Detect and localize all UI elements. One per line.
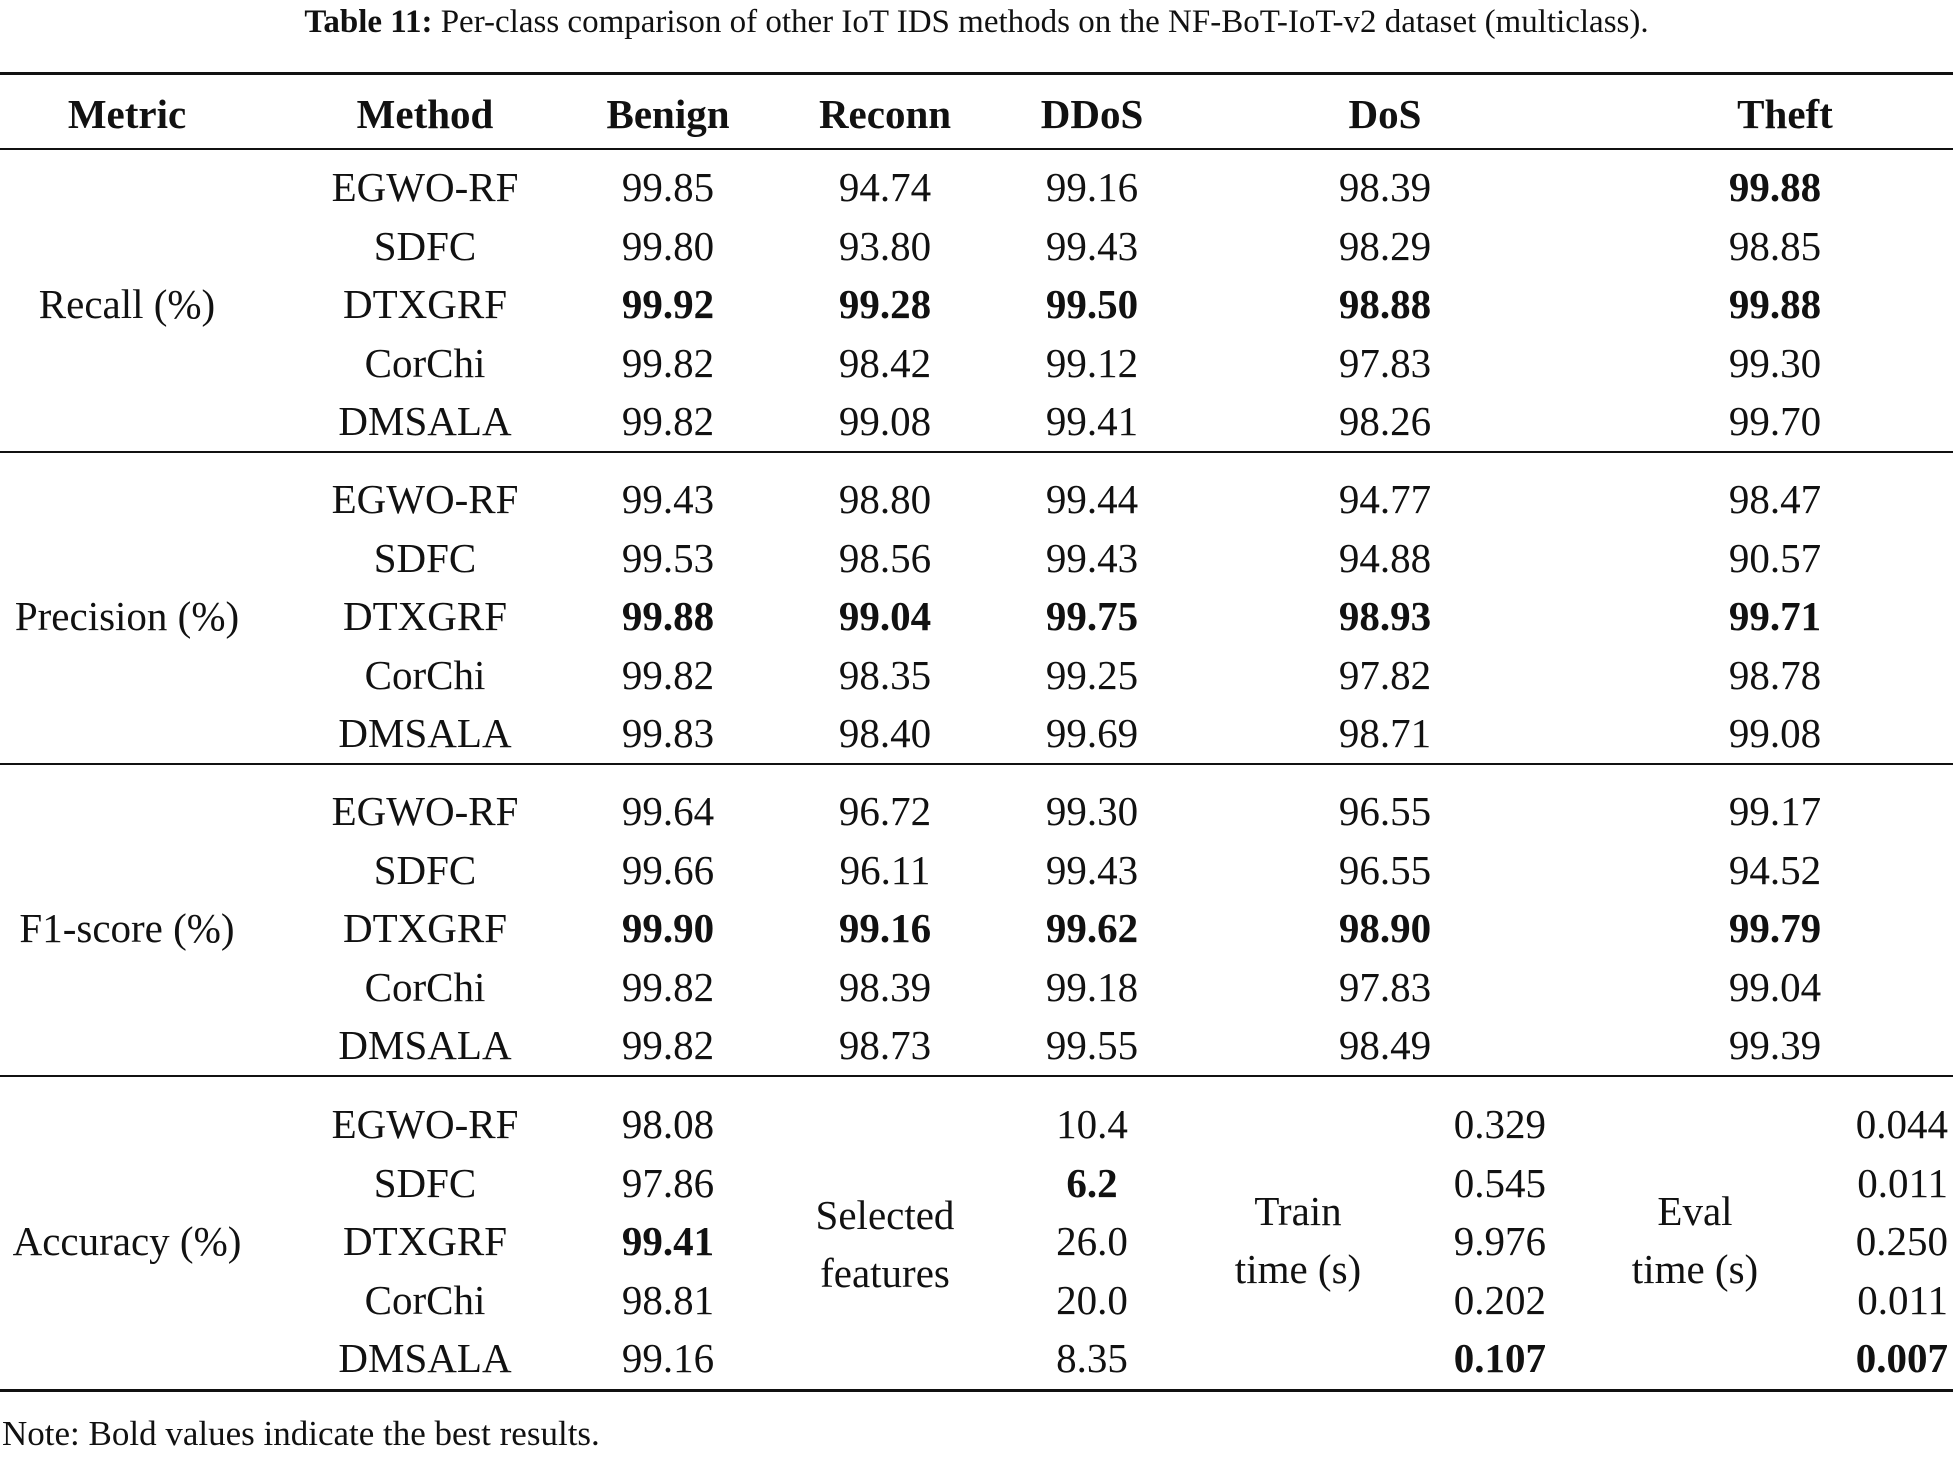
- header-rule: [0, 148, 1953, 150]
- table-cell: 94.77: [1338, 476, 1432, 522]
- group-rule: [0, 1075, 1953, 1077]
- eval-time-label: [1632, 1182, 1758, 1298]
- table-cell: 99.50: [1045, 281, 1139, 327]
- table-cell: 98.56: [838, 534, 932, 581]
- train-time-value: 9.976: [1453, 1218, 1546, 1264]
- method-name: DTXGRF: [342, 1218, 508, 1264]
- method-name: EGWO-RF: [331, 788, 519, 834]
- column-header: DDoS: [1040, 91, 1144, 137]
- column-header: Method: [356, 91, 494, 137]
- table-cell: 99.88: [1728, 281, 1822, 327]
- train-time-value: 0.202: [1453, 1276, 1546, 1323]
- table-cell: 99.82: [621, 339, 715, 386]
- metric-label: Recall (%): [38, 281, 216, 327]
- table-cell: 99.69: [1045, 710, 1139, 756]
- table-cell: 99.39: [1728, 1022, 1822, 1068]
- table-cell: 93.80: [838, 222, 932, 269]
- group-rule: [0, 451, 1953, 453]
- table-note: Note: Bold values indicate the best results.: [2, 1414, 600, 1453]
- table-cell: 99.82: [621, 1022, 715, 1068]
- table-cell: 98.42: [838, 339, 932, 386]
- method-name: SDFC: [373, 1159, 477, 1206]
- table-cell: 99.85: [621, 164, 715, 210]
- method-name: DMSALA: [338, 1335, 512, 1381]
- train-time-label-line: Train: [1254, 1188, 1342, 1234]
- table-cell: 98.80: [838, 476, 932, 522]
- table-cell: 99.88: [621, 593, 715, 639]
- table-cell: 99.16: [838, 905, 932, 951]
- table-cell: 98.39: [1338, 164, 1432, 210]
- table-cell: 99.43: [1045, 534, 1139, 581]
- table-cell: 98.88: [1338, 281, 1432, 327]
- table-cell: 96.55: [1338, 788, 1432, 834]
- top-rule: [0, 72, 1953, 75]
- table-cell: 98.93: [1338, 593, 1432, 639]
- table-cell: 99.82: [621, 963, 715, 1010]
- table-cell: 99.80: [621, 222, 715, 269]
- group-rule: [0, 763, 1953, 765]
- method-name: DMSALA: [338, 710, 512, 756]
- table-cell: 98.49: [1338, 1022, 1432, 1068]
- table-cell: 98.29: [1338, 222, 1432, 269]
- table-caption-label: Table 11:: [304, 4, 433, 40]
- column-header: Metric: [67, 91, 187, 137]
- table-cell: 98.39: [838, 963, 932, 1010]
- table-cell: 99.28: [838, 281, 932, 327]
- train-time-value: 0.329: [1453, 1101, 1546, 1147]
- accuracy-value: 97.86: [621, 1159, 715, 1206]
- method-name: CorChi: [364, 1276, 486, 1323]
- selected-features-label-line: Selected: [815, 1192, 955, 1238]
- table-caption: [0, 0, 1953, 44]
- eval-time-value: 0.011: [1857, 1276, 1948, 1323]
- table-cell: 96.72: [838, 788, 932, 834]
- metric-label: Accuracy (%): [12, 1218, 242, 1264]
- train-time-label: [1235, 1182, 1361, 1298]
- table-cell: 99.53: [621, 534, 715, 581]
- table-cell: 99.12: [1045, 339, 1139, 386]
- bottom-rule: [0, 1389, 1953, 1392]
- method-name: CorChi: [364, 651, 486, 698]
- table-cell: 97.83: [1338, 963, 1432, 1010]
- table-cell: 99.16: [1045, 164, 1139, 210]
- method-name: SDFC: [373, 222, 477, 269]
- accuracy-value: 98.81: [621, 1276, 715, 1323]
- method-name: SDFC: [373, 534, 477, 581]
- metric-label: F1-score (%): [19, 905, 235, 951]
- table-cell: 99.41: [1045, 398, 1139, 444]
- accuracy-value: 99.16: [621, 1335, 715, 1381]
- eval-time-value: 0.044: [1855, 1101, 1948, 1147]
- table-cell: 99.82: [621, 651, 715, 698]
- table-cell: 97.83: [1338, 339, 1432, 386]
- table-cell: 99.43: [1045, 846, 1139, 893]
- table-cell: 99.43: [1045, 222, 1139, 269]
- method-name: EGWO-RF: [331, 164, 519, 210]
- column-header: Reconn: [818, 91, 952, 137]
- table-cell: 99.75: [1045, 593, 1139, 639]
- method-name: DMSALA: [338, 1022, 512, 1068]
- eval-time-label-line: time (s): [1631, 1246, 1759, 1292]
- table-cell: 98.35: [838, 651, 932, 698]
- table-cell: 99.30: [1728, 339, 1822, 386]
- features-value: 8.35: [1056, 1335, 1128, 1381]
- features-value: 10.4: [1056, 1101, 1128, 1147]
- method-name: CorChi: [364, 339, 486, 386]
- table-cell: 99.43: [621, 476, 715, 522]
- table-cell: 99.08: [1728, 710, 1822, 756]
- table-cell: 98.47: [1728, 476, 1822, 522]
- selected-features-label: [816, 1186, 955, 1302]
- table-cell: 99.18: [1045, 963, 1139, 1010]
- column-header: DoS: [1348, 91, 1422, 137]
- table-cell: 94.88: [1338, 534, 1432, 581]
- method-name: CorChi: [364, 963, 486, 1010]
- table-cell: 98.85: [1728, 222, 1822, 269]
- train-time-value: 0.545: [1453, 1159, 1546, 1206]
- table-cell: 99.17: [1728, 788, 1822, 834]
- features-value: 26.0: [1056, 1218, 1128, 1264]
- table-cell: 99.08: [838, 398, 932, 444]
- method-name: EGWO-RF: [331, 1101, 519, 1147]
- method-name: DTXGRF: [342, 593, 508, 639]
- table-cell: 99.44: [1045, 476, 1139, 522]
- table-cell: 96.55: [1338, 846, 1432, 893]
- table-cell: 97.82: [1338, 651, 1432, 698]
- table-cell: 99.62: [1045, 905, 1139, 951]
- table-cell: 99.79: [1728, 905, 1822, 951]
- table-cell: 99.30: [1045, 788, 1139, 834]
- eval-time-value: 0.007: [1855, 1335, 1948, 1381]
- selected-features-label-line: features: [820, 1250, 950, 1296]
- table-cell: 99.70: [1728, 398, 1822, 444]
- table-cell: 99.55: [1045, 1022, 1139, 1068]
- table-cell: 99.66: [621, 846, 715, 893]
- table-cell: 99.88: [1728, 164, 1822, 210]
- train-time-value: 0.107: [1453, 1335, 1546, 1381]
- table-cell: 99.83: [621, 710, 715, 756]
- table-cell: 94.74: [838, 164, 932, 210]
- train-time-label-line: time (s): [1234, 1246, 1362, 1292]
- metric-label: Precision (%): [14, 593, 240, 639]
- table-cell: 99.82: [621, 398, 715, 444]
- table-cell: 99.04: [838, 593, 932, 639]
- eval-time-value: 0.011: [1857, 1159, 1948, 1206]
- column-header: Theft: [1737, 91, 1833, 137]
- table-cell: 99.64: [621, 788, 715, 834]
- table-cell: 99.92: [621, 281, 715, 327]
- method-name: DTXGRF: [342, 281, 508, 327]
- table-cell: 96.11: [839, 846, 931, 893]
- method-name: EGWO-RF: [331, 476, 519, 522]
- table-cell: 98.26: [1338, 398, 1432, 444]
- features-value: 20.0: [1056, 1276, 1128, 1323]
- table-cell: 99.71: [1728, 593, 1822, 639]
- table-cell: 98.90: [1338, 905, 1432, 951]
- method-name: SDFC: [373, 846, 477, 893]
- column-header: Benign: [606, 91, 730, 137]
- table-cell: 98.40: [838, 710, 932, 756]
- method-name: DTXGRF: [342, 905, 508, 951]
- table-cell: 98.78: [1728, 651, 1822, 698]
- table-cell: 90.57: [1728, 534, 1822, 581]
- eval-time-value: 0.250: [1855, 1218, 1948, 1264]
- table-cell: 99.25: [1045, 651, 1139, 698]
- accuracy-value: 98.08: [621, 1101, 715, 1147]
- method-name: DMSALA: [338, 398, 512, 444]
- table-cell: 99.04: [1728, 963, 1822, 1010]
- table-cell: 94.52: [1728, 846, 1822, 893]
- table-caption-text: Per-class comparison of other IoT IDS methods on the NF-BoT-IoT-v2 dataset (multiclass).: [440, 4, 1649, 40]
- table-cell: 98.71: [1338, 710, 1432, 756]
- eval-time-label-line: Eval: [1657, 1188, 1733, 1234]
- table-cell: 98.73: [838, 1022, 932, 1068]
- features-value: 6.2: [1066, 1159, 1118, 1206]
- table-cell: 99.90: [621, 905, 715, 951]
- accuracy-value: 99.41: [621, 1218, 715, 1264]
